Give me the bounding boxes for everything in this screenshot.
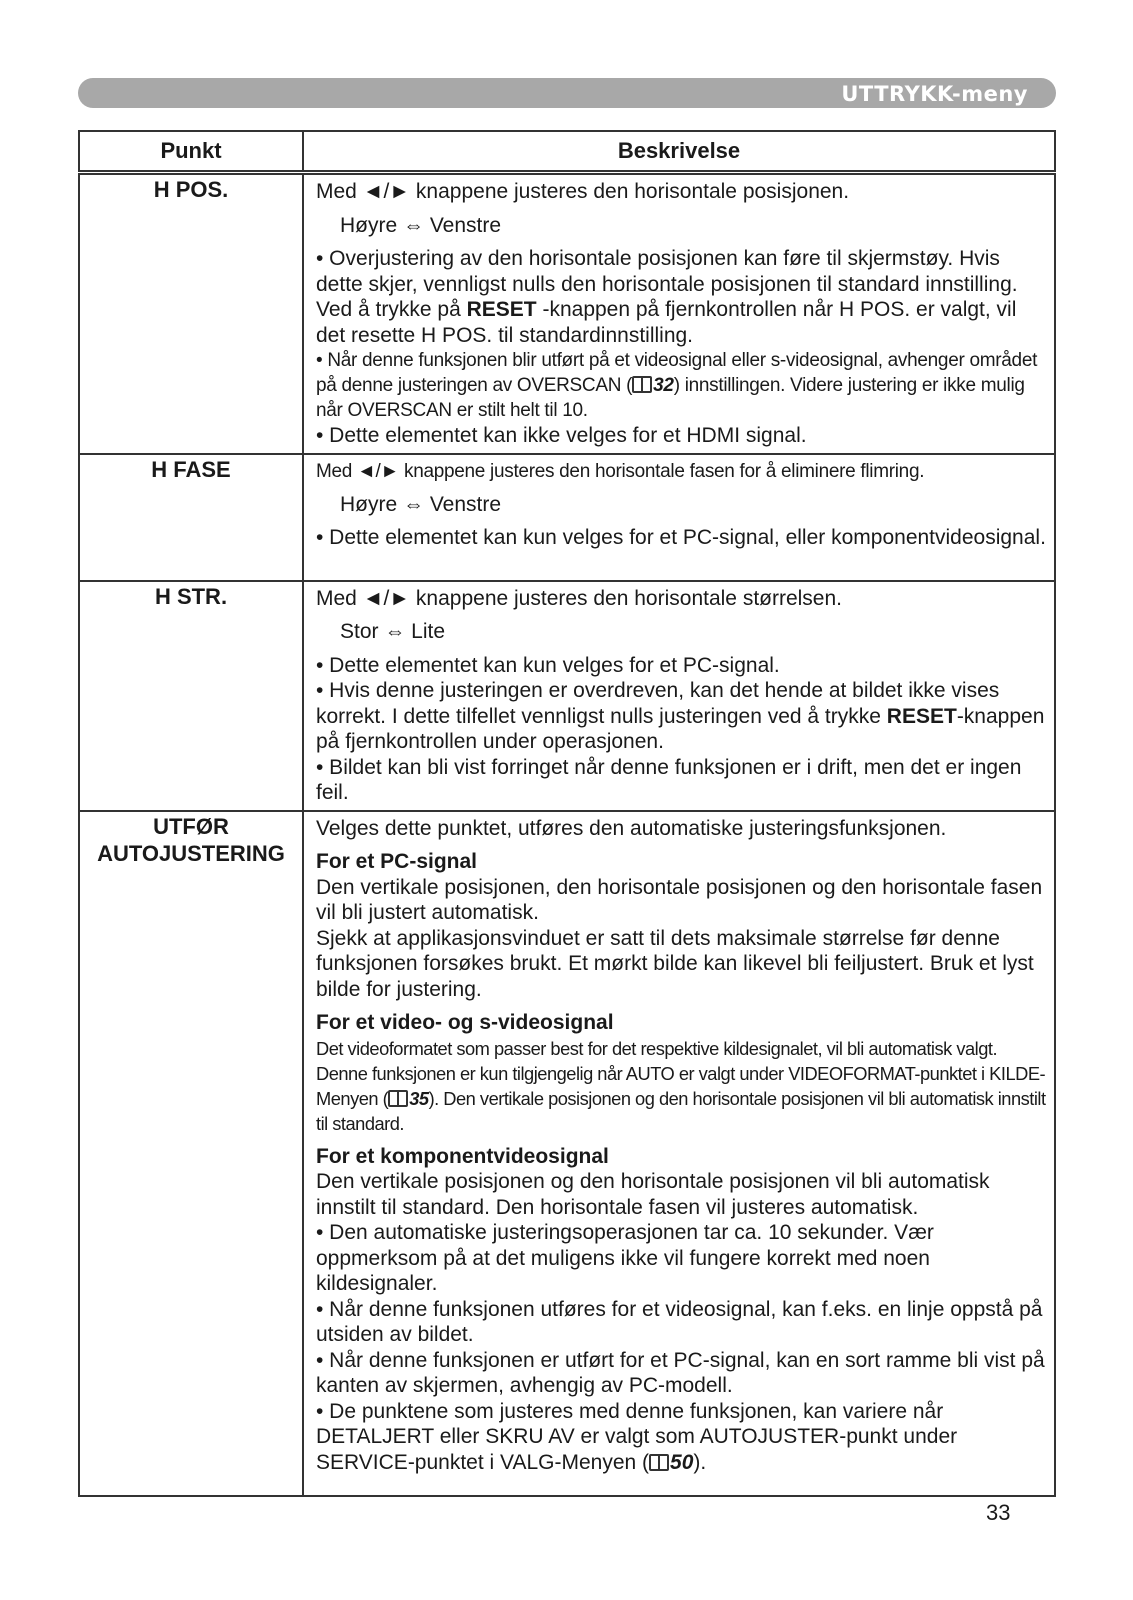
note-paragraph: • De punktene som justeres med denne funksjonen, kan variere når DETALJERT eller SKRU AV er valgt som AUTOJUSTER-punkt under SERVICE-punktet i VALG-Menyen ( 50). <box>316 1399 958 1474</box>
direction-hint: Høyre ⇔ Venstre <box>340 492 502 516</box>
table-header-row <box>79 131 1055 173</box>
table-row <box>79 581 1055 811</box>
note-paragraph: • Bildet kan bli vist forringet når denne funksjonen er i drift, men det er ingen feil. <box>316 755 1022 804</box>
note-paragraph: • Hvis denne justeringen er overdreven, kan det hende at bildet ikke vises korrekt. I dette tilfellet vennligst nulls justeringen ved å trykke RESET-knappen på fjernkontrollen under operasjonen. <box>316 679 1045 753</box>
body-paragraph: Sjekk at applikasjonsvinduet er satt til dets maksimale størrelse før denne funksjonen forsøkes brukt. Et mørkt bilde kan likevel bli feiljustert. Bruk et lyst bilde for justering. <box>316 926 1034 1001</box>
book-reference-icon <box>388 1090 408 1107</box>
book-reference-icon <box>649 1454 669 1471</box>
note-paragraph: • Dette elementet kan kun velges for et PC-signal, eller komponentvideosignal. <box>316 526 1046 549</box>
page-number: 33 <box>986 1500 1011 1525</box>
page-reference: 32 <box>653 375 674 396</box>
note-paragraph: • Når denne funksjonen blir utført på et videosignal eller s-videosignal, avhenger området på denne justeringen av OVERSCAN ( 32) innstillingen. Videre justering er ikke mulig når OVERSCAN er stilt helt til 10. <box>316 350 1038 421</box>
note-paragraph: • Den automatiske justeringsoperasjonen tar ca. 10 sekunder. Vær oppmerksom på at det muligens ikke vil fungere korrekt med noen kildesignaler. <box>316 1221 934 1295</box>
subheading: For et video- og s-videosignal <box>316 1011 614 1034</box>
description-line: Velges dette punktet, utføres den automatiske justeringsfunksjonen. <box>316 816 947 840</box>
note-paragraph: • Dette elementet kan kun velges for et PC-signal. <box>316 653 780 677</box>
description-line: Med ◄/► knappene justeres den horisontale posisjonen. <box>316 180 850 203</box>
reset-keyword: RESET <box>466 298 537 321</box>
section-header-bar <box>78 78 1056 108</box>
body-paragraph: Det videoformatet som passer best for det respektive kildesignalet, vil bli automatisk valgt. Denne funksjonen er kun tilgjengelig når AUTO er valgt under VIDEOFORMAT-punktet i KILDE-Menyen ( 35). Den vertikale posisjonen og den horisontale posisjonen vil bli automatisk innstilt til standard. <box>316 1037 1046 1134</box>
subheading: For et PC-signal <box>316 850 478 873</box>
section-title: UTTRYKK-meny <box>841 82 1028 106</box>
item-name: H STR. <box>79 581 303 811</box>
item-description <box>303 581 1055 811</box>
note-paragraph: • Når denne funksjonen er utført for et PC-signal, kan en sort ramme bli vist på kanten av skjermen, avhengig av PC-modell. <box>316 1348 1045 1397</box>
item-name: H POS. <box>79 173 303 454</box>
note-paragraph: • Når denne funksjonen utføres for et videosignal, kan f.eks. en linje oppstå på utsiden av bildet. <box>316 1297 1043 1346</box>
table-row <box>79 811 1055 1496</box>
column-header-item: Punkt <box>79 131 303 173</box>
item-description <box>303 811 1055 1496</box>
page-reference: 35 <box>409 1087 429 1109</box>
page-reference: 50 <box>670 1450 694 1474</box>
description-line: Med ◄/► knappene justeres den horisontale størrelsen. <box>316 586 843 610</box>
column-header-description: Beskrivelse <box>303 131 1055 173</box>
table-row <box>79 173 1055 454</box>
item-description <box>303 173 1055 454</box>
note-paragraph: • Overjustering av den horisontale posisjonen kan føre til skjermstøy. Hvis dette skjer, vennligst nulls den horisontale posisjonen til standard innstilling. Ved å trykke på RESET -knappen på fjernkontrollen når H POS. er valgt, vil det resette H POS. til standardinnstilling. <box>316 247 1018 347</box>
menu-table <box>78 130 1056 1497</box>
direction-hint: Stor ⇔ Lite <box>340 620 446 643</box>
subheading: For et komponentvideosignal <box>316 1144 609 1168</box>
item-name: H FASE <box>79 454 303 581</box>
note-paragraph: • Dette elementet kan ikke velges for et HDMI signal. <box>316 424 807 447</box>
table-row <box>79 454 1055 581</box>
direction-hint: Høyre ⇔ Venstre <box>340 213 502 237</box>
body-paragraph: Den vertikale posisjonen og den horisontale posisjonen vil bli automatisk innstilt til standard. Den horisontale fasen vil justeres automatisk. <box>316 1170 990 1219</box>
description-line: Med ◄/► knappene justeres den horisontale fasen for å eliminere flimring. <box>316 460 925 482</box>
reset-keyword: RESET <box>886 704 957 728</box>
book-reference-icon <box>632 376 652 393</box>
item-name: UTFØR AUTOJUSTERING <box>79 811 303 1496</box>
item-description <box>303 454 1055 581</box>
body-paragraph: Den vertikale posisjonen, den horisontale posisjonen og den horisontale fasen vil bli justert automatisk. <box>316 875 1043 924</box>
